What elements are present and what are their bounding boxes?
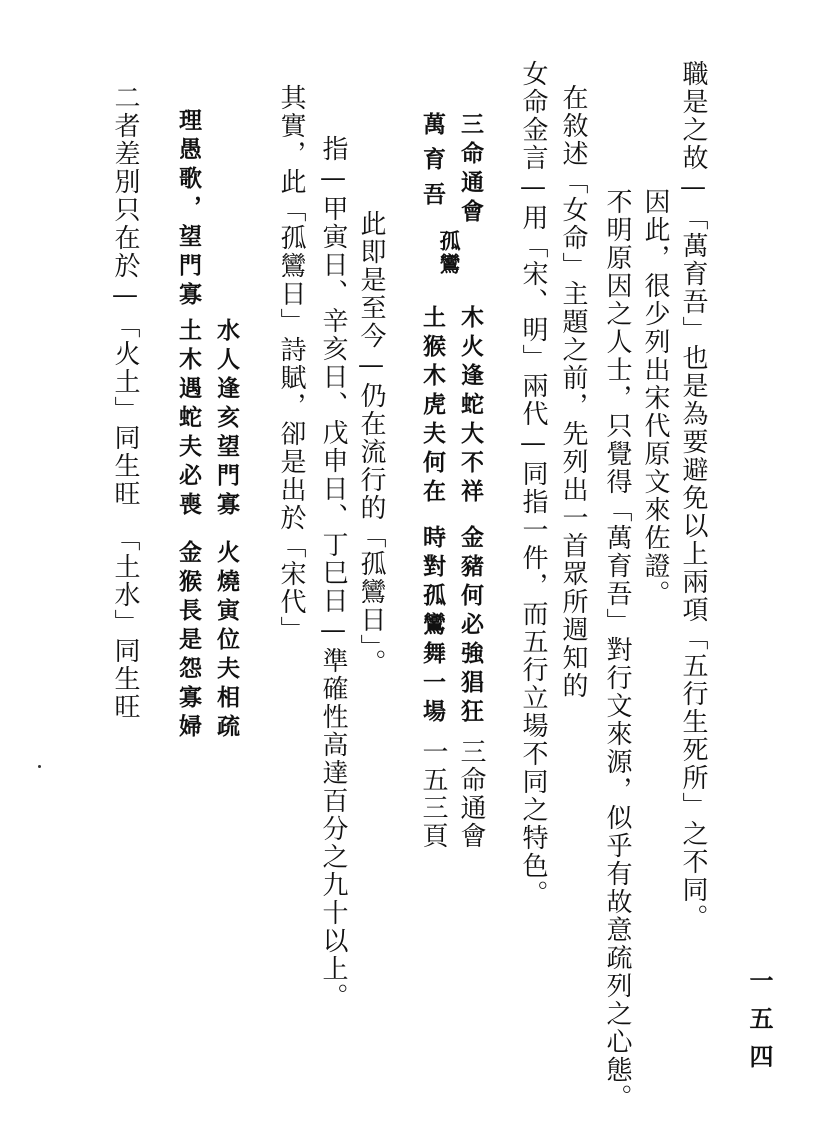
poem-line-1b: 金豬何必強猖狂 (457, 525, 483, 728)
text-column-2: 因此，很少列出宋代原文來佐證。 (640, 188, 670, 608)
text-column-4: 在敘述「女命」主題之前，先列出一首眾所週知的 (558, 84, 588, 700)
text-column-13a: 二者差別只在於—「火土」同生旺 (110, 84, 140, 508)
text-column-10: 其實，此「孤鸞日」詩賦，卻是出於「宋代」 (276, 84, 306, 644)
poem-line-1a: 木火逢蛇大不祥 (457, 305, 483, 508)
poem-line-2a: 土猴木虎夫何在 (419, 305, 445, 508)
poem-ref-1: 三命通會 (456, 738, 486, 850)
poem2-line-1a: 水人逢亥望門寡 (213, 318, 239, 521)
poem2-source: 理愚歌，望門寡 (175, 108, 201, 311)
poem2-line-2b: 金猴長是怨寡婦 (175, 540, 201, 743)
text-column-1: 職是之故—「萬育吾」也是為要避免以上兩項「五行生死所」之不同。 (678, 60, 708, 932)
poem-source-1: 三命通會 (457, 112, 483, 228)
poem2-line-2a: 土木遇蛇夫必喪 (175, 318, 201, 521)
poem-ref-2: 一五三頁 (418, 738, 448, 850)
text-column-5: 女命金言—用「宋、明」兩代—同指一件，而五行立場不同之特色。 (518, 60, 548, 908)
page-number: 一五四 (745, 968, 774, 1082)
text-column-8: 此即是至今—仍在流行的「孤鸞日」。 (356, 210, 386, 677)
text-column-13b: 「土水」同生旺 (110, 525, 140, 721)
scan-speck (38, 765, 41, 768)
poem-source-2: 萬育吾 (419, 112, 445, 217)
poem-line-2b: 時對孤鸞舞一場 (419, 525, 445, 728)
text-column-9: 指—甲寅日、辛亥日、戊申日、丁巳日—準確性高達百分之九十以上。 (318, 135, 348, 1011)
text-column-3: 不明原因之人士，只覺得「萬育吾」對行文來源，似乎有故意疏列之心態。 (602, 188, 632, 1112)
poem2-line-1b: 火燒寅位夫相疏 (213, 540, 239, 743)
poem-source-note: 孤鸞 (437, 230, 461, 276)
